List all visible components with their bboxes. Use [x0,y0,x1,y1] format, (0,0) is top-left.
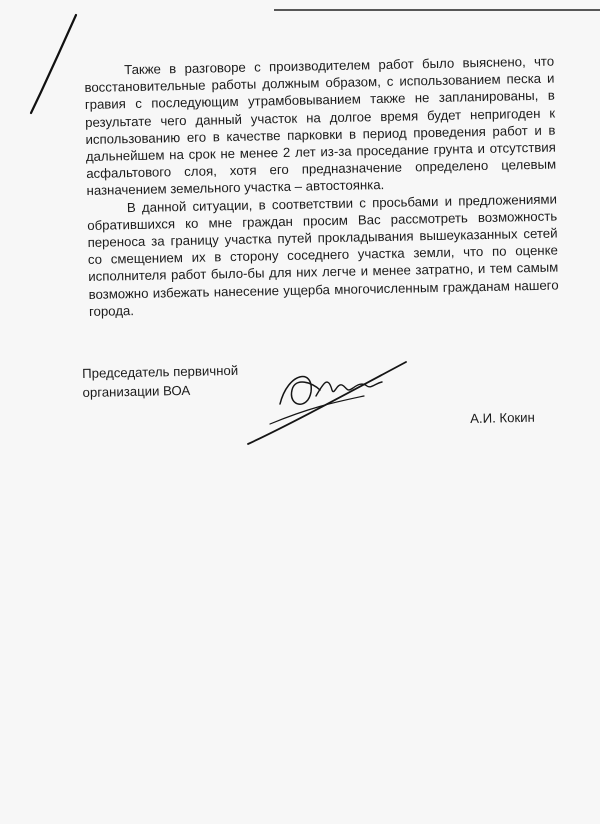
paragraph-2: В данной ситуации, в соответствии с просьбами и предложениями обратившихся ко мне граждан просим Вас рассмотреть возможность переноса за границу участка путей прокладывания вышеуказанных сетей со смещением их в сторону соседнего участка земли, что по оценке исполнителя работ было-бы для них легче и менее затратно, и тем самым возможно избежать нанесение ущерба многочисленным гражданам нашего города. [87,191,559,319]
letter-body [84,53,559,320]
signer-name: А.И. Кокин [470,409,536,426]
signatory-title-line-1: Председатель первичной [82,362,239,381]
handwritten-signature [236,352,416,452]
signatory-title-line-2: организации ВОА [82,382,191,400]
left-slash-mark [31,15,76,113]
paragraph-1: Также в разговоре с производителем работ было выяснено, что восстановительные работы должным образом, с использованием песка и гравия с последующим утрамбовыванием также не запланированы, в результате чего данный участок на долгое время будет непригоден к использованию его в качестве парковки в период проведения работ и в дальнейшем на срок не менее 2 лет из-за проседание грунта и отсутствия асфальтового слоя, хотя его предназначение определено целевым назначением земельного участка – автостоянка. [84,53,557,199]
